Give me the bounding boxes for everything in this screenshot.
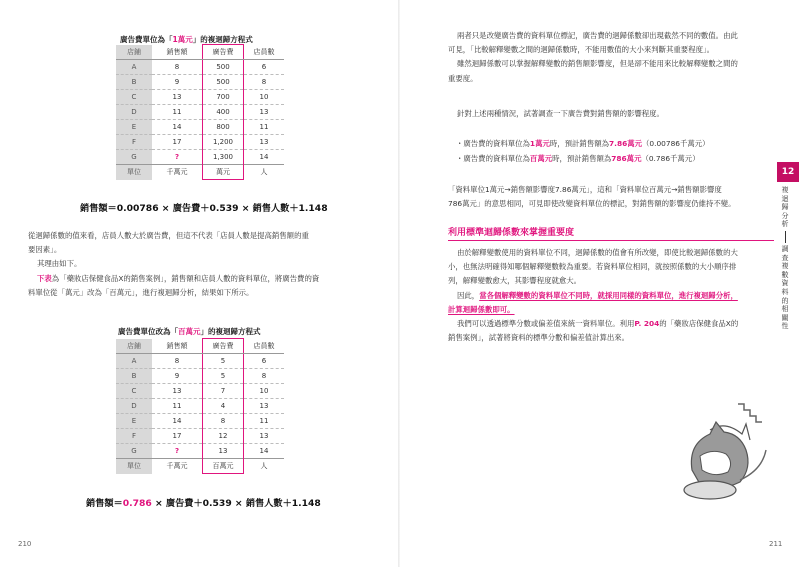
- side-title-top: 複迴歸分析: [781, 186, 789, 229]
- table-cell: 10: [244, 90, 285, 105]
- table-cell: 5: [203, 354, 244, 369]
- right-paragraph-1: [448, 29, 778, 86]
- header-cell: 店員數: [244, 339, 285, 354]
- table-cell: D: [116, 105, 152, 120]
- section-heading: 利用標準迴歸係數來掌握重要度: [448, 228, 575, 238]
- table-cell: E: [116, 120, 152, 135]
- table-cell: F: [116, 429, 152, 444]
- highlight-text: 計算迴歸係數即可。: [448, 304, 515, 314]
- table-cell: C: [116, 384, 152, 399]
- text-line: 重要度。: [448, 73, 478, 83]
- table-row: [116, 414, 284, 429]
- table-row: [116, 429, 284, 444]
- table1-caption: 廣告費單位為「1萬元」的複迴歸方程式: [120, 35, 253, 44]
- text-line: 「資料單位1萬元→銷售額影響度7.86萬元」，這和「資料單位百萬元→銷售額影響度: [448, 185, 722, 194]
- table-cell: 11: [152, 399, 203, 414]
- table-cell: B: [116, 75, 152, 90]
- text-line: 雖然迴歸係數可以掌握解釋變數的銷售額影響度，但是卻不能用來比較解釋變數之間的: [457, 59, 738, 69]
- table-cell: 13: [203, 444, 244, 459]
- table-cell: 500: [203, 75, 244, 90]
- table-cell: 8: [152, 60, 203, 75]
- table-cell: 6: [244, 354, 285, 369]
- table-cell: 13: [152, 90, 203, 105]
- text-line: 兩者只是改變廣告費的資料單位標記，廣告費的迴歸係數卻出現截然不同的數值。由此: [457, 31, 738, 40]
- table-row: [116, 90, 284, 105]
- table-cell: 13: [152, 384, 203, 399]
- side-title-bottom: 調查複數資料的相關性: [781, 244, 789, 331]
- table-cell: 13: [244, 429, 285, 444]
- text-line: [448, 303, 778, 317]
- table1: [116, 44, 284, 180]
- text-line: 其理由如下。: [37, 259, 82, 269]
- page-number-left: 210: [18, 540, 32, 548]
- table-row: [116, 399, 284, 414]
- table-cell: 8: [152, 354, 203, 369]
- right-page: [400, 0, 799, 567]
- table-header-row: [116, 45, 284, 60]
- table-cell-unknown: ?: [152, 150, 203, 165]
- table-cell: 8: [244, 369, 285, 384]
- table-cell: 800: [203, 120, 244, 135]
- table-cell: 14: [244, 444, 285, 459]
- table-row: [116, 105, 284, 120]
- side-title-divider: [785, 231, 786, 243]
- heading-rule: [448, 240, 774, 241]
- table-cell: 1,300: [203, 150, 244, 165]
- header-cell: 店鋪: [116, 339, 152, 354]
- table-cell: 13: [244, 399, 285, 414]
- text-line: 786萬元」的意思相同，可見即使改變資料單位的標記，對銷售額的影響度仍維持不變。: [448, 199, 736, 209]
- table-row: [116, 384, 284, 399]
- table-cell: G: [116, 444, 152, 459]
- header-cell: 店員數: [244, 45, 285, 60]
- formula-2: 銷售額＝0.786 × 廣告費＋0.539 × 銷售人數＋1.148: [86, 498, 321, 509]
- unit-cell: 人: [244, 165, 285, 180]
- table-cell: 14: [152, 414, 203, 429]
- text-line: 由於解釋變數使用的資料單位不同，迴歸係數的值會有所改變，即使比較迴歸係數的大: [457, 248, 738, 257]
- table-cell: 6: [244, 60, 285, 75]
- table-row: [116, 150, 284, 165]
- table-cell: 8: [244, 75, 285, 90]
- table-row: [116, 354, 284, 369]
- left-paragraph-1: [28, 229, 373, 300]
- unit-cell: 百萬元: [203, 459, 244, 474]
- table-cell: C: [116, 90, 152, 105]
- table-cell: 9: [152, 75, 203, 90]
- text-line: 小，也無法明確得知哪個解釋變數較為重要。若資料單位相同，就按照係數的大小順序排: [448, 262, 737, 272]
- table-cell: 14: [152, 120, 203, 135]
- table-cell: 8: [203, 414, 244, 429]
- table-cell: B: [116, 369, 152, 384]
- table-cell: 7: [203, 384, 244, 399]
- highlight-text: 當各個解釋變數的資料單位不同時，就採用同樣的資料單位，進行複迴歸分析，: [479, 290, 738, 300]
- table-cell: E: [116, 414, 152, 429]
- header-cell: 店鋪: [116, 45, 152, 60]
- text-line: 從迴歸係數的值來看，店員人數大於廣告費，但這不代表「店員人數是提高銷售額的重: [28, 231, 309, 240]
- right-paragraph-4: [448, 246, 778, 345]
- table-cell: 9: [152, 369, 203, 384]
- table-cell: F: [116, 135, 152, 150]
- table-cell: 500: [203, 60, 244, 75]
- right-paragraph-2: [448, 107, 778, 121]
- table-cell: 17: [152, 135, 203, 150]
- left-page: [0, 0, 399, 567]
- table-cell: 11: [152, 105, 203, 120]
- table-row: [116, 369, 284, 384]
- header-cell: 廣告費: [203, 45, 244, 60]
- right-paragraph-3: [448, 183, 778, 211]
- unit-cell: 萬元: [203, 165, 244, 180]
- header-cell: 廣告費: [203, 339, 244, 354]
- bullet-list: [456, 137, 710, 166]
- unit-cell: 人: [244, 459, 285, 474]
- highlight-text: 下表: [37, 273, 52, 283]
- table-unit-row: [116, 459, 284, 474]
- table-cell: D: [116, 399, 152, 414]
- table-unit-row: [116, 165, 284, 180]
- header-cell: 銷售額: [152, 339, 203, 354]
- table-cell: 12: [203, 429, 244, 444]
- text-line: 銷售案例」，試著將資料的標準分數和偏差值計算出來。: [448, 333, 630, 343]
- unit-cell: 千萬元: [152, 459, 203, 474]
- list-item: ・廣告費的資料單位為1萬元時，預計銷售額為7.86萬元（0.00786千萬元）: [456, 139, 710, 148]
- table-cell: 5: [203, 369, 244, 384]
- table-cell: 4: [203, 399, 244, 414]
- unit-cell: 千萬元: [152, 165, 203, 180]
- page-reference-link[interactable]: P. 204: [634, 319, 660, 329]
- table-cell: 13: [244, 135, 285, 150]
- formula-1: 銷售額＝0.00786 × 廣告費＋0.539 × 銷售人數＋1.148: [80, 203, 328, 214]
- text-line: 因此，當各個解釋變數的資料單位不同時，就採用同樣的資料單位，進行複迴歸分析，: [457, 290, 738, 300]
- text-line: 針對上述兩種情況，試著調查一下廣告費對銷售額的影響程度。: [457, 109, 664, 118]
- table-cell: 17: [152, 429, 203, 444]
- table-cell: 400: [203, 105, 244, 120]
- table-cell: G: [116, 150, 152, 165]
- text-line: 要因素」。: [28, 245, 62, 255]
- table2-caption: 廣告費單位改為「百萬元」的複迴歸方程式: [118, 327, 261, 336]
- table-row: [116, 444, 284, 459]
- table-cell: A: [116, 354, 152, 369]
- unit-cell: 單位: [116, 165, 152, 180]
- header-cell: 銷售額: [152, 45, 203, 60]
- text-line: 下表為「藥妝店保健食品X的銷售案例」，銷售額和店員人數的資料單位，將廣告費的資: [37, 273, 320, 283]
- cat-illustration-icon: [670, 400, 782, 508]
- table-header-row: [116, 339, 284, 354]
- table-cell: 700: [203, 90, 244, 105]
- table-row: [116, 120, 284, 135]
- table-cell-unknown: ?: [152, 444, 203, 459]
- table-cell: 14: [244, 150, 285, 165]
- table-cell: 11: [244, 120, 285, 135]
- table-row: [116, 135, 284, 150]
- list-item: ・廣告費的資料單位為百萬元時，預計銷售額為786萬元（0.786千萬元）: [456, 153, 700, 163]
- chapter-tab[interactable]: 12: [777, 162, 799, 182]
- table-row: [116, 75, 284, 90]
- table-row: [116, 60, 284, 75]
- text-line: 列，解釋變數愈大，其影響程度就愈大。: [448, 276, 582, 286]
- table-cell: 13: [244, 105, 285, 120]
- page-number-right: 211: [769, 540, 783, 548]
- table-cell: 10: [244, 384, 285, 399]
- table-cell: A: [116, 60, 152, 75]
- text-line: 我們可以透過標準分數或偏差值來統一資料單位。利用P. 204的「藥妝店保健食品X的: [457, 319, 739, 329]
- unit-cell: 單位: [116, 459, 152, 474]
- text-line: 料單位從「萬元」改為「百萬元」，進行複迴歸分析，結果如下所示。: [28, 287, 254, 297]
- text-line: 可見，「比較解釋變數之間的迴歸係數時，不能用數值的大小來判斷其重要程度」。: [448, 45, 715, 55]
- table-cell: 1,200: [203, 135, 244, 150]
- table-cell: 11: [244, 414, 285, 429]
- chapter-side-title: [780, 186, 790, 331]
- table2: [116, 338, 284, 474]
